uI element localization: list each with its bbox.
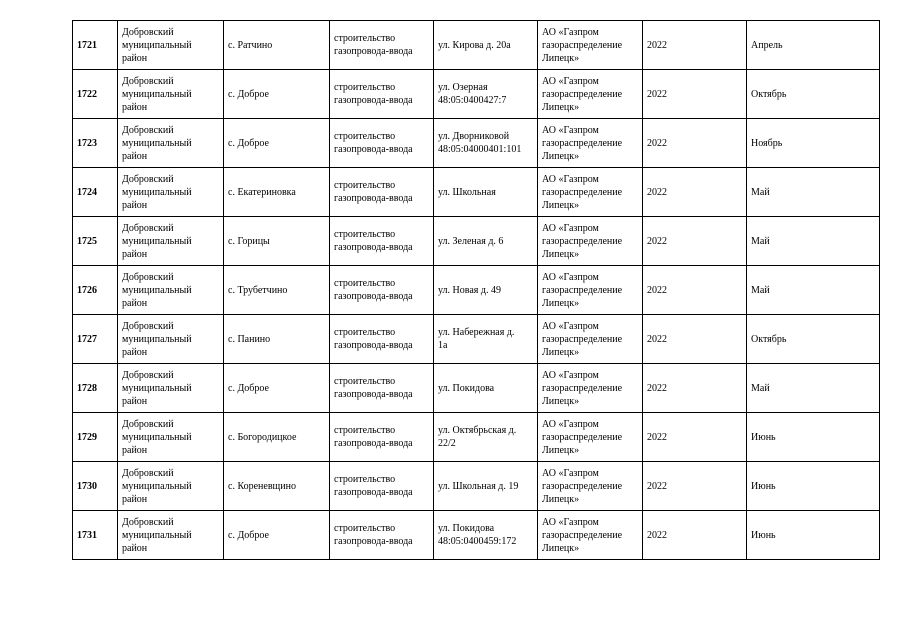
- operator-cell: [538, 168, 643, 217]
- village-cell: с. Доброе: [224, 119, 330, 168]
- work-type-cell-line: строительство: [334, 33, 396, 44]
- village-cell: с. Панино: [224, 315, 330, 364]
- district-cell-line: муниципальный: [122, 382, 192, 394]
- table-row: [73, 315, 880, 364]
- operator-cell-line: Липецк»: [542, 542, 580, 554]
- operator-cell-line: АО «Газпром: [542, 26, 599, 38]
- address-cell-line: 1а: [438, 340, 448, 351]
- village-cell: с. Ратчино: [224, 21, 330, 70]
- work-type-cell: [330, 315, 434, 364]
- district-cell-line: район: [122, 542, 148, 554]
- district-cell-line: Добровский: [122, 369, 174, 381]
- operator-cell: [538, 364, 643, 413]
- address-cell-line: ул. Покидова: [438, 382, 495, 394]
- operator-cell-line: АО «Газпром: [542, 418, 599, 430]
- operator-cell-line: газораспределение: [542, 284, 623, 296]
- district-cell-line: район: [122, 444, 148, 456]
- year-cell: 2022: [643, 511, 747, 560]
- work-type-cell: [330, 413, 434, 462]
- year-cell: 2022: [643, 315, 747, 364]
- table-row: [73, 462, 880, 511]
- district-cell: [118, 413, 224, 462]
- work-type-cell: [330, 217, 434, 266]
- address-cell-line: ул. Новая д. 49: [438, 284, 501, 296]
- month-cell: Октябрь: [747, 315, 880, 364]
- month-cell: Май: [747, 364, 880, 413]
- work-type-cell: [330, 70, 434, 119]
- month-cell: Май: [747, 266, 880, 315]
- table-row: [73, 266, 880, 315]
- work-type-cell-line: газопровода-ввода: [334, 291, 413, 302]
- operator-cell-line: газораспределение: [542, 88, 623, 100]
- address-cell-line: 48:05:04000401:101: [438, 144, 522, 155]
- row-number-cell: 1728: [73, 364, 118, 413]
- village-cell: с. Доброе: [224, 364, 330, 413]
- address-cell-line: ул. Озерная: [438, 82, 488, 93]
- district-cell-line: муниципальный: [122, 529, 192, 541]
- address-cell-line: ул. Дворниковой: [438, 131, 510, 142]
- district-cell: [118, 266, 224, 315]
- table-row: [73, 511, 880, 560]
- address-cell: [434, 217, 538, 266]
- district-cell-line: район: [122, 395, 148, 407]
- district-cell-line: район: [122, 52, 148, 64]
- district-cell: [118, 70, 224, 119]
- district-cell-line: муниципальный: [122, 39, 192, 51]
- work-type-cell-line: строительство: [334, 180, 396, 191]
- table-body: [73, 21, 880, 560]
- work-type-cell-line: газопровода-ввода: [334, 487, 413, 498]
- village-cell: с. Доброе: [224, 70, 330, 119]
- work-type-cell-line: строительство: [334, 474, 396, 485]
- row-number-cell: 1722: [73, 70, 118, 119]
- district-cell-line: муниципальный: [122, 88, 192, 100]
- address-cell: [434, 70, 538, 119]
- address-cell: [434, 266, 538, 315]
- district-cell-line: муниципальный: [122, 284, 192, 296]
- work-type-cell-line: газопровода-ввода: [334, 144, 413, 155]
- district-cell-line: район: [122, 493, 148, 505]
- year-cell: 2022: [643, 168, 747, 217]
- work-type-cell-line: строительство: [334, 425, 396, 436]
- work-type-cell-line: строительство: [334, 278, 396, 289]
- operator-cell-line: АО «Газпром: [542, 124, 599, 136]
- month-cell: Июнь: [747, 462, 880, 511]
- work-type-cell: [330, 168, 434, 217]
- work-type-cell-line: строительство: [334, 327, 396, 338]
- work-type-cell-line: газопровода-ввода: [334, 46, 413, 57]
- district-cell-line: Добровский: [122, 26, 174, 38]
- operator-cell-line: газораспределение: [542, 186, 623, 198]
- table-row: [73, 70, 880, 119]
- month-cell: Апрель: [747, 21, 880, 70]
- operator-cell-line: газораспределение: [542, 382, 623, 394]
- address-cell: [434, 511, 538, 560]
- operator-cell-line: Липецк»: [542, 52, 580, 64]
- table-row: [73, 217, 880, 266]
- work-type-cell-line: газопровода-ввода: [334, 242, 413, 253]
- operator-cell-line: газораспределение: [542, 39, 623, 51]
- work-type-cell-line: газопровода-ввода: [334, 95, 413, 106]
- district-cell-line: Добровский: [122, 467, 174, 479]
- row-number-cell: 1730: [73, 462, 118, 511]
- address-cell-line: ул. Школьная д. 19: [438, 480, 519, 492]
- table-row: [73, 21, 880, 70]
- operator-cell-line: газораспределение: [542, 235, 623, 247]
- year-cell: 2022: [643, 119, 747, 168]
- district-cell: [118, 217, 224, 266]
- operator-cell-line: газораспределение: [542, 480, 623, 492]
- year-cell: 2022: [643, 70, 747, 119]
- work-type-cell: [330, 462, 434, 511]
- work-type-cell: [330, 119, 434, 168]
- operator-cell-line: АО «Газпром: [542, 320, 599, 332]
- year-cell: 2022: [643, 21, 747, 70]
- village-cell: с. Богородицкое: [224, 413, 330, 462]
- district-cell: [118, 511, 224, 560]
- row-number-cell: 1725: [73, 217, 118, 266]
- district-cell: [118, 315, 224, 364]
- work-type-cell-line: газопровода-ввода: [334, 389, 413, 400]
- operator-cell: [538, 413, 643, 462]
- table-row: [73, 168, 880, 217]
- operator-cell: [538, 119, 643, 168]
- district-cell-line: муниципальный: [122, 137, 192, 149]
- district-cell-line: муниципальный: [122, 186, 192, 198]
- month-cell: Октябрь: [747, 70, 880, 119]
- operator-cell: [538, 511, 643, 560]
- work-type-cell: [330, 511, 434, 560]
- operator-cell-line: Липецк»: [542, 150, 580, 162]
- district-cell-line: муниципальный: [122, 333, 192, 345]
- operator-cell-line: Липецк»: [542, 493, 580, 505]
- operator-cell-line: газораспределение: [542, 333, 623, 345]
- village-cell: с. Кореневщино: [224, 462, 330, 511]
- work-type-cell-line: газопровода-ввода: [334, 536, 413, 547]
- operator-cell-line: Липецк»: [542, 346, 580, 358]
- operator-cell-line: Липецк»: [542, 248, 580, 260]
- month-cell: Май: [747, 168, 880, 217]
- address-cell: [434, 413, 538, 462]
- district-cell-line: район: [122, 248, 148, 260]
- work-type-cell-line: строительство: [334, 82, 396, 93]
- district-cell-line: Добровский: [122, 75, 174, 87]
- work-type-cell-line: газопровода-ввода: [334, 193, 413, 204]
- operator-cell-line: газораспределение: [542, 529, 623, 541]
- district-cell: [118, 462, 224, 511]
- year-cell: 2022: [643, 266, 747, 315]
- month-cell: Июнь: [747, 511, 880, 560]
- operator-cell-line: Липецк»: [542, 199, 580, 211]
- year-cell: 2022: [643, 364, 747, 413]
- address-cell: [434, 168, 538, 217]
- month-cell: Май: [747, 217, 880, 266]
- year-cell: 2022: [643, 462, 747, 511]
- operator-cell: [538, 315, 643, 364]
- district-cell: [118, 21, 224, 70]
- operator-cell-line: Липецк»: [542, 395, 580, 407]
- district-cell-line: Добровский: [122, 320, 174, 332]
- work-type-cell: [330, 266, 434, 315]
- district-cell-line: Добровский: [122, 173, 174, 185]
- district-cell-line: Добровский: [122, 271, 174, 283]
- work-type-cell-line: строительство: [334, 523, 396, 534]
- district-cell-line: Добровский: [122, 222, 174, 234]
- year-cell: 2022: [643, 217, 747, 266]
- village-cell: с. Екатериновка: [224, 168, 330, 217]
- village-cell: с. Горицы: [224, 217, 330, 266]
- row-number-cell: 1726: [73, 266, 118, 315]
- address-cell: [434, 315, 538, 364]
- operator-cell-line: АО «Газпром: [542, 369, 599, 381]
- work-type-cell-line: газопровода-ввода: [334, 340, 413, 351]
- address-cell-line: ул. Кирова д. 20а: [438, 39, 511, 51]
- district-cell-line: муниципальный: [122, 480, 192, 492]
- table-row: [73, 364, 880, 413]
- address-cell: [434, 119, 538, 168]
- village-cell: с. Трубетчино: [224, 266, 330, 315]
- district-cell: [118, 364, 224, 413]
- district-cell-line: район: [122, 199, 148, 211]
- work-type-cell: [330, 21, 434, 70]
- operator-cell-line: газораспределение: [542, 431, 623, 443]
- row-number-cell: 1727: [73, 315, 118, 364]
- work-type-cell: [330, 364, 434, 413]
- operator-cell-line: Липецк»: [542, 297, 580, 309]
- address-cell: [434, 364, 538, 413]
- address-cell-line: ул. Зеленая д. 6: [438, 235, 504, 247]
- work-type-cell-line: строительство: [334, 376, 396, 387]
- operator-cell-line: АО «Газпром: [542, 516, 599, 528]
- district-cell-line: Добровский: [122, 418, 174, 430]
- village-cell: с. Доброе: [224, 511, 330, 560]
- row-number-cell: 1729: [73, 413, 118, 462]
- address-cell-line: ул. Набережная д.: [438, 327, 515, 338]
- operator-cell-line: АО «Газпром: [542, 173, 599, 185]
- operator-cell-line: АО «Газпром: [542, 75, 599, 87]
- district-cell-line: район: [122, 346, 148, 358]
- row-number-cell: 1724: [73, 168, 118, 217]
- row-number-cell: 1721: [73, 21, 118, 70]
- year-cell: 2022: [643, 413, 747, 462]
- operator-cell: [538, 21, 643, 70]
- address-cell: [434, 462, 538, 511]
- district-cell-line: район: [122, 101, 148, 113]
- operator-cell-line: Липецк»: [542, 101, 580, 113]
- table-row: [73, 413, 880, 462]
- work-type-cell-line: строительство: [334, 131, 396, 142]
- operator-cell: [538, 462, 643, 511]
- address-cell-line: ул. Октябрьская д.: [438, 425, 517, 436]
- gas-works-table: [72, 20, 880, 560]
- district-cell-line: Добровский: [122, 124, 174, 136]
- operator-cell-line: АО «Газпром: [542, 222, 599, 234]
- operator-cell-line: газораспределение: [542, 137, 623, 149]
- address-cell-line: 48:05:0400427:7: [438, 95, 507, 106]
- work-type-cell-line: газопровода-ввода: [334, 438, 413, 449]
- district-cell: [118, 119, 224, 168]
- operator-cell-line: Липецк»: [542, 444, 580, 456]
- district-cell-line: муниципальный: [122, 235, 192, 247]
- district-cell-line: район: [122, 150, 148, 162]
- address-cell: [434, 21, 538, 70]
- row-number-cell: 1723: [73, 119, 118, 168]
- district-cell-line: район: [122, 297, 148, 309]
- operator-cell: [538, 266, 643, 315]
- address-cell-line: ул. Покидова: [438, 523, 495, 534]
- district-cell-line: муниципальный: [122, 431, 192, 443]
- operator-cell: [538, 217, 643, 266]
- address-cell-line: 22/2: [438, 438, 456, 449]
- operator-cell-line: АО «Газпром: [542, 467, 599, 479]
- district-cell-line: Добровский: [122, 516, 174, 528]
- month-cell: Ноябрь: [747, 119, 880, 168]
- work-type-cell-line: строительство: [334, 229, 396, 240]
- address-cell-line: ул. Школьная: [438, 186, 496, 198]
- operator-cell: [538, 70, 643, 119]
- row-number-cell: 1731: [73, 511, 118, 560]
- month-cell: Июнь: [747, 413, 880, 462]
- operator-cell-line: АО «Газпром: [542, 271, 599, 283]
- district-cell: [118, 168, 224, 217]
- address-cell-line: 48:05:0400459:172: [438, 536, 517, 547]
- table-row: [73, 119, 880, 168]
